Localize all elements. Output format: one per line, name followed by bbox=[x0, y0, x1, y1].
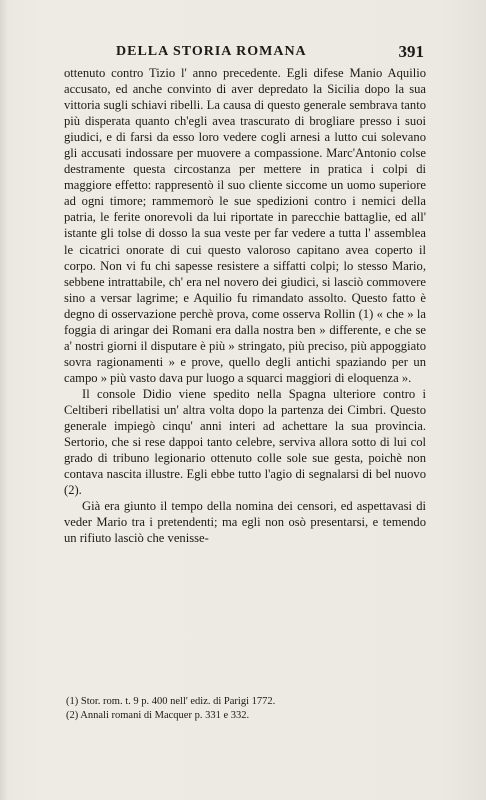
footnote-2: (2) Annali romani di Macquer p. 331 e 332. bbox=[66, 709, 250, 721]
footnotes bbox=[66, 695, 426, 722]
paragraph-3: Già era giunto il tempo della nomina dei censori, ed aspettavasi di veder Mario tra i pretendenti; ma egli non osò presentarsi, e temendo un rifiuto lasciò che venisse- bbox=[64, 499, 426, 546]
main-text bbox=[64, 65, 426, 546]
running-title: DELLA STORIA ROMANA bbox=[116, 44, 307, 59]
page-number: 391 bbox=[398, 42, 424, 61]
paragraph-1: ottenuto contro Tizio l' anno precedente. Egli difese Manio Aquilio accusato, ed anche convinto di aver depredato la Sicilia dopo la sua vittoria sugli schiavi ribelli. La causa di questo generale sembrava tanto più disperata quanto ch'egli avea trascurato di brogliare presso i suoi giudici, e di farsi da esso loro vedere cogli arnesi a lutto cui solevano gli accusati indossare per muovere a compassione. Marc'Antonio colse destramente questa circostanza per mettere in pratica i colpi di maggiore effetto: rappresentò il suo cliente siccome un uomo superiore ad ogni timore; rammemorò le sue spedizioni contro i nemici della patria, le ferite onorevoli da lui riportate in parecchie battaglie, ed all' istante gli tolse di dosso la sua veste per far vedere a tutta l' assemblea le cicatrici onorate di cui questo valoroso capitano avea coperto il corpo. Non vi fu chi sapesse resistere a siffatti colpi; lo stesso Mario, sebbene intrattabile, ch' era nel novero dei giudici, si lasciò commovere sino a versar lagrime; e Aquilio fu rimandato assolto. Questo fatto è degno di osservazione perchè prova, come osserva Rollin (1) « che » la foggia di aringar dei Romani era dalla nostra ben » differente, e che se a' nostri giorni il disputare è più » stringato, più preciso, più appoggiato sovra ragionamenti » e prove, quello degli antichi spaziando per un campo » più vasto dava pur luogo a squarci maggiori di eloquenza ». bbox=[64, 66, 426, 385]
page-header bbox=[64, 44, 426, 66]
footnote-1: (1) Stor. rom. t. 9 p. 400 nell' ediz. di Parigi 1772. bbox=[66, 696, 276, 707]
paragraph-2: Il console Didio viene spedito nella Spagna ulteriore contro i Celtiberi ribellatisi un' altra volta dopo la partenza dei Cimbri. Questo generale impiegò cinqu' anni interi ad achettare la sua provincia. Sertorio, che si rese dappoi tanto celebre, serviva allora sotto di lui col grado di tribuno legionario ottenuto colle sole sue gesta, poichè non contava nascita illustre. Egli ebbe tutto l'agio di segnalarsi di bel nuovo (2). bbox=[64, 386, 426, 498]
